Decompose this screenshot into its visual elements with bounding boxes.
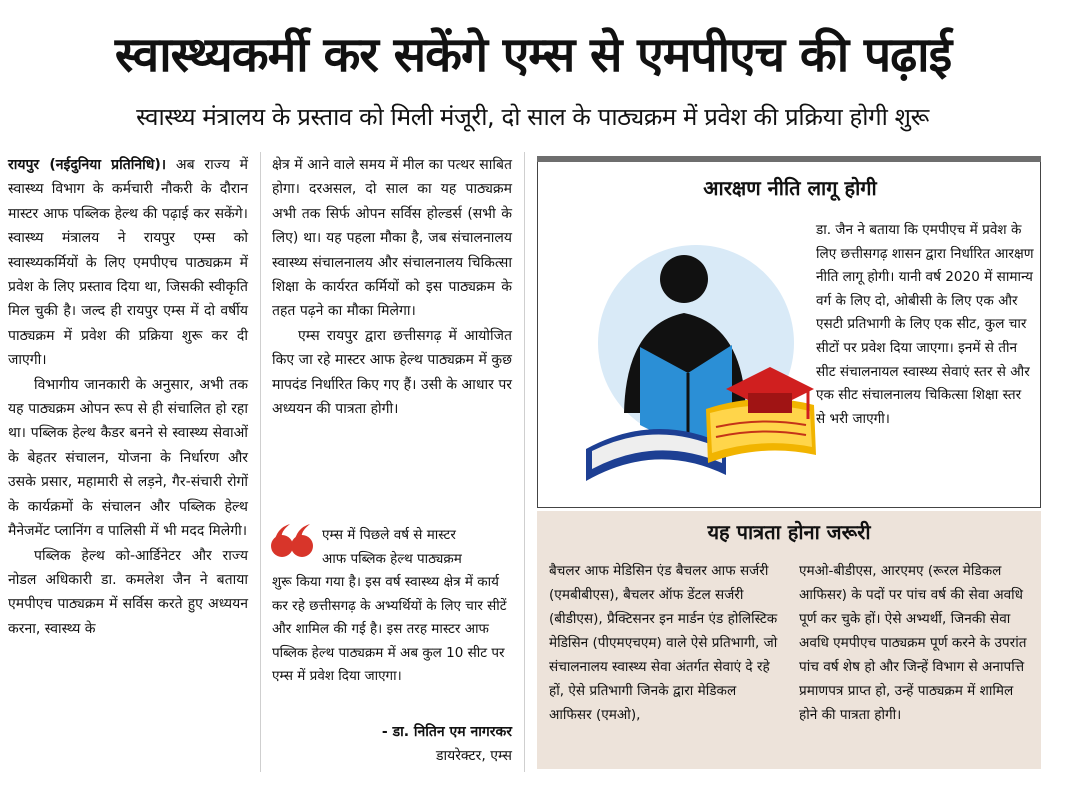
quote-attribution [272,720,512,768]
box-title: यह पात्रता होना जरूरी [707,520,871,544]
column-divider [524,152,525,772]
eligibility-box [537,511,1041,769]
subheadline: स्वास्थ्य मंत्रालय के प्रस्ताव को मिली मंजूरी, दो साल के पाठ्यक्रम में प्रवेश की प्रक्रिया होगी शुरू [136,103,929,131]
article-paragraph: क्षेत्र में आने वाले समय में मील का पत्थर साबित होगा। दरअसल, दो साल का यह पाठ्यक्रम अभी तक सिर्फ ओपन सर्विस होल्डर्स (सभी के लिए) था। यह पहला मौका है, जब संचालनालय स्वास्थ्य संचालनालय और संचालनालय चिकित्सा शिक्षा के कार्यरत कर्मियों को इस पाठ्यक्रम के तहत पढ़ने का मौका मिलेगा। [272,157,512,320]
dateline: रायपुर (नईदुनिया प्रतिनिधि)। [8,157,167,173]
quote-author: - डा. नितिन एम नागरकर [381,724,512,740]
box-text-column: एमओ-बीडीएस, आरएमए (रूरल मेडिकल आफिसर) के पदों पर पांच वर्ष की सेवा अवधि पूर्ण कर चुके हों। ऐसे अभ्यर्थी, जिनकी सेवा अवधि एमपीएच पाठ्यक्रम पूर्ण करने के उपरांत पांच वर्ष शेष हो और जिन्हें विभाग से अनापत्ति प्रमाणपत्र प्राप्त हो, उन्हें पाठ्यक्रम में शामिल होने की पात्रता होगी। [799,563,1027,723]
quote-designation: डायरेक्टर, एम्स [435,748,512,764]
headline: स्वास्थ्यकर्मी कर सकेंगे एम्स से एमपीएच की पढ़ाई [114,27,952,83]
quote-line: आफ पब्लिक हेल्थ पाठ्यक्रम [322,550,462,567]
pull-quote [272,524,512,689]
reservation-policy-box [537,156,1041,508]
article-paragraph: पब्लिक हेल्थ को-आर्डिनेटर और राज्य नोडल अधिकारी डा. कमलेश जैन ने बताया एमपीएच पाठ्यक्रम में सर्विस करते हुए अध्ययन करना, स्वास्थ्य के [8,547,248,637]
article-text: अब राज्य में स्वास्थ्य विभाग के कर्मचारी नौकरी के दौरान मास्टर आफ पब्लिक हेल्थ की पढ़ाई कर सकेंगे। स्वास्थ्य मंत्रालय ने रायपुर एम्स को स्वास्थ्यकर्मियों के लिए एमपीएच पाठ्यक्रम में प्रवेश के लिए प्रस्ताव दिया था, जिसकी स्वीकृति मिल चुकी है। जल्द ही रायपुर एम्स में दो वर्षीय पाठ्यक्रम में प्रवेश की प्रक्रिया शुरू कर दी जाएगी। [8,157,248,369]
column-divider [260,152,261,772]
quote-line: एम्स में पिछले वर्ष से मास्टर [322,527,456,543]
quote-text: शुरू किया गया है। इस वर्ष स्वास्थ्य क्षेत्र में कार्य कर रहे छत्तीसगढ़ के अभ्यर्थियों के लिए चार सीटें और शामिल की गई है। इस तरह मास्टर आफ पब्लिक हेल्थ पाठ्यक्रम में अब कुल 10 सीट पर एम्स में प्रवेश दिया जाएगा। [272,574,507,684]
article-paragraph [8,153,248,373]
article-column-2 [272,153,512,421]
box-title: आरक्षण नीति लागू होगी [703,176,877,200]
article-paragraph: एम्स रायपुर द्वारा छत्तीसगढ़ में आयोजित किए जा रहे मास्टर आफ हेल्थ पाठ्यक्रम में कुछ मापदंड निर्धारित किए गए हैं। उसी के आधार पर अध्ययन की पात्रता होगी। [272,327,512,418]
article-column-1 [8,153,248,641]
box-body-text: डा. जैन ने बताया कि एमपीएच में प्रवेश के लिए छत्तीसगढ़ शासन द्वारा निर्धारित आरक्षण नीति लागू होगी। यानी वर्ष 2020 में सामान्य वर्ग के लिए दो, ओबीसी के लिए एक और एसटी प्रतिभागी के लिए एक सीट, कुल चार सीटों पर प्रवेश दिया जाएगा। इनमें से तीन सीट संचालनायल स्वास्थ्य सेवाएं स्तर से और एक सीट संचालनालय चिकित्सा शिक्षा स्तर से भरी जाएगी। [816,222,1034,427]
box-top-bar [537,156,1041,162]
quote-mark-icon [270,522,314,562]
student-reading-icon [556,213,818,503]
article-paragraph: विभागीय जानकारी के अनुसार, अभी तक यह पाठ्यक्रम ओपन रूप से ही संचालित हो रहा था। पब्लिक हेल्थ कैडर बनने से स्वास्थ्य सेवाओं के बेहतर संचालन, योजना के निर्धारण और उसके प्रसार, महामारी से लड़ने, गैर-संचारी रोगों के कार्यक्रमों के संचालन और पब्लिक हेल्थ मैनेजमेंट प्लानिंग व पालिसी में भी मदद मिलेगी। [8,376,248,540]
box-text-column: बैचलर आफ मेडिसिन एंड बैचलर आफ सर्जरी (एमबीबीएस), बैचलर ऑफ डेंटल सर्जरी (बीडीएस), प्रैक्टिसनर इन मार्डन एंड होलिस्टिक मेडिसिन (पीएमएचएम) वाले ऐसे प्रतिभागी, जो संचालनालय स्वास्थ्य सेवा अंतर्गत सेवाएं दे रहे हों, ऐसे प्रतिभागी जिनके द्वारा मेडिकल आफिसर (एमओ), [549,563,778,723]
